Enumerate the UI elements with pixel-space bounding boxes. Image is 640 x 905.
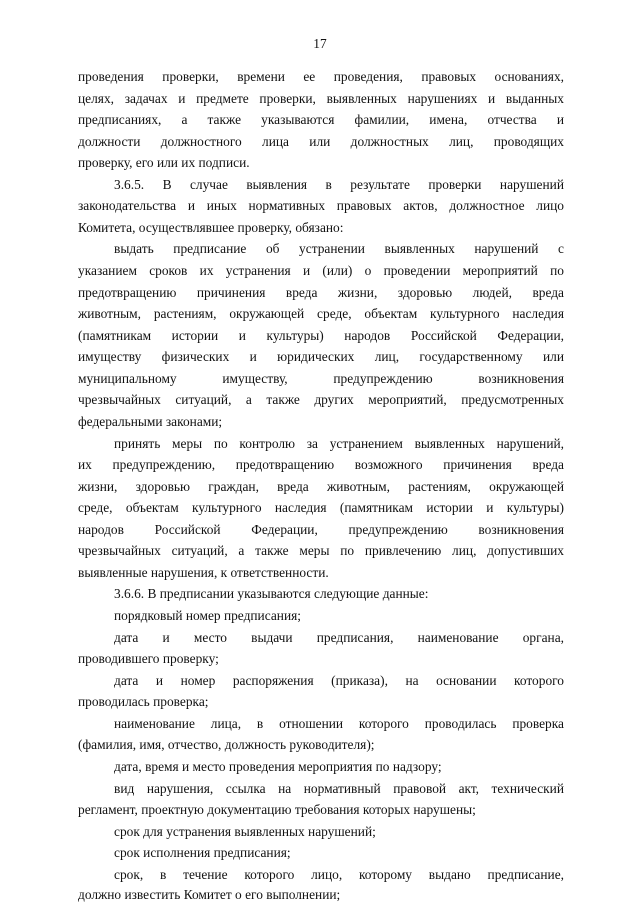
text-line: наименование лица, в отношении которого проводилась проверка xyxy=(114,716,564,731)
text-line: должности должностного лица или должностных лиц, проводящих xyxy=(78,134,564,149)
text-line: народов Российской Федерации, предупреждению возникновения xyxy=(78,522,564,537)
text-line: 3.6.5. В случае выявления в результате проверки нарушений xyxy=(114,177,564,192)
text-line: срок исполнения предписания; xyxy=(114,845,291,860)
text-line: дата и место выдачи предписания, наименование органа, xyxy=(114,630,564,645)
text-line: проверку, его или их подписи. xyxy=(78,155,250,170)
text-line: предписаниях, а также указываются фамилии, имена, отчества и xyxy=(78,112,564,127)
text-line: проведения проверки, времени ее проведения, правовых основаниях, xyxy=(78,69,564,84)
page-number: 17 xyxy=(313,36,327,51)
text-line: должно известить Комитет о его выполнении; xyxy=(78,887,341,902)
text-line: указанием сроков их устранения и (или) о проведении мероприятий по xyxy=(78,263,564,278)
text-line: принять меры по контролю за устранением выявленных нарушений, xyxy=(114,436,564,451)
text-line: муниципальному имуществу, предупреждению возникновения xyxy=(78,371,564,386)
text-line: предотвращению причинения вреда жизни, здоровью людей, вреда xyxy=(78,285,564,300)
text-line: законодательства и иных нормативных правовых актов, должностное лицо xyxy=(78,198,564,213)
text-line: дата, время и место проведения мероприятия по надзору; xyxy=(114,759,442,774)
text-line: чрезвычайных ситуаций, а также меры по привлечению лиц, допустивших xyxy=(78,543,564,558)
text-line: вид нарушения, ссылка на нормативный правовой акт, технический xyxy=(114,781,564,796)
text-line: регламент, проектную документацию требования которых нарушены; xyxy=(78,802,476,817)
text-line: выдать предписание об устранении выявленных нарушений с xyxy=(114,241,564,256)
text-line: срок, в течение которого лицо, которому выдано предписание, xyxy=(114,867,564,882)
text-line: чрезвычайных ситуаций, а также других мероприятий, предусмотренных xyxy=(78,392,564,407)
text-line: имуществу физических и юридических лиц, государственному или xyxy=(78,349,564,364)
text-line: Комитета, осуществлявшее проверку, обязано: xyxy=(78,220,344,235)
text-line: (фамилия, имя, отчество, должность руководителя); xyxy=(78,737,375,752)
text-line: их предупреждению, предотвращению возможного причинения вреда xyxy=(78,457,564,472)
text-line: федеральными законами; xyxy=(78,414,223,429)
text-line: (памятникам истории и культуры) народов Российской Федерации, xyxy=(78,328,564,343)
text-line: жизни, здоровью граждан, вреда животным, растениям, окружающей xyxy=(78,479,564,494)
text-line: проводившего проверку; xyxy=(78,651,219,666)
text-line: выявленные нарушения, к ответственности. xyxy=(78,565,329,580)
text-line: среде, объектам культурного наследия (памятникам истории и культуры) xyxy=(78,500,564,515)
text-line: дата и номер распоряжения (приказа), на основании которого xyxy=(114,673,564,688)
text-line: целях, задачах и предмете проверки, выявленных нарушениях и выданных xyxy=(78,91,564,106)
text-line: срок для устранения выявленных нарушений; xyxy=(114,824,376,839)
text-line: 3.6.6. В предписании указываются следующие данные: xyxy=(114,586,429,601)
text-line: проводилась проверка; xyxy=(78,694,209,709)
text-line: порядковый номер предписания; xyxy=(114,608,301,623)
text-line: животным, растениям, окружающей среде, объектам культурного наследия xyxy=(78,306,564,321)
